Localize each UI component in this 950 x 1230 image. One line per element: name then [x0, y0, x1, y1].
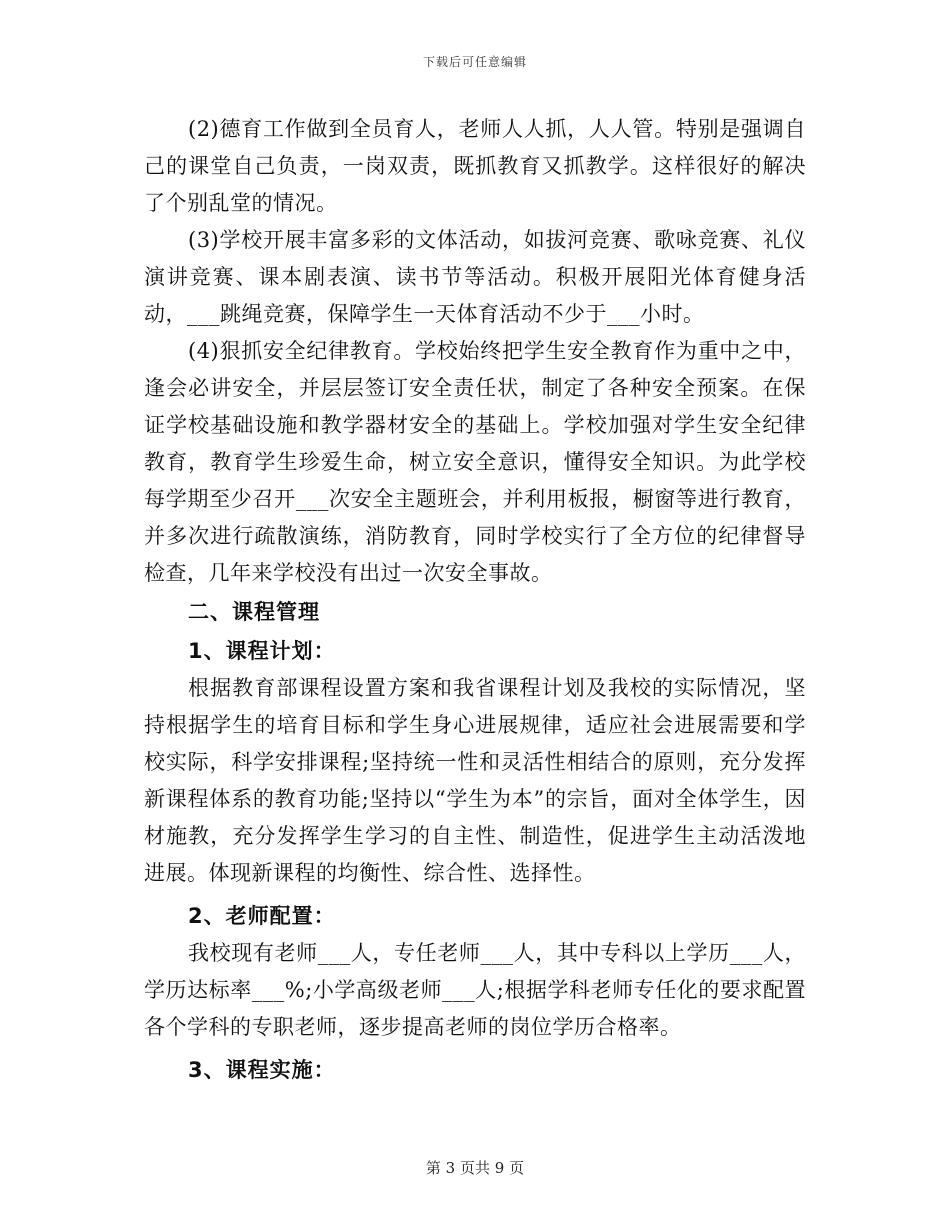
paragraph-safety: (4)狠抓安全纪律教育。学校始终把学生安全教育作为重中之中，逢会必讲安全，并层层签订安全责任状，制定了各种安全预案。在保证学校基础设施和教学器材安全的基础上。学校加强对学生安全纪律教育，教育学生珍爱生命，树立安全意识，懂得安全知识。为此学校每学期至少召开___次安全主题班会，并利用板报，橱窗等进行教育，并多次进行疏散演练，消防教育，同时学校实行了全方位的纪律督导检查，几年来学校没有出过一次安全事故。 [144, 339, 806, 585]
heading-course-plan: 1、课程计划： [188, 639, 336, 663]
page-header: 下载后可任意编辑 [422, 55, 527, 69]
paragraph-teacher-allocation: 我校现有老师___人，专任老师___人，其中专科以上学历___人，学历达标率___%;小学高级老师___人;根据学科老师专任化的要求配置各个学科的专职老师，逐步提高老师的岗位学历合格率。 [144, 941, 806, 1039]
document-body [144, 111, 806, 1089]
paragraph-moral-education: (2)德育工作做到全员育人，老师人人抓，人人管。特别是强调自己的课堂自己负责，一岗双责，既抓教育又抓教学。这样很好的解决了个别乱堂的情况。 [144, 117, 806, 215]
page-number: 第 3 页共 9 页 [425, 1159, 525, 1177]
heading-teacher-allocation: 2、老师配置： [188, 904, 336, 928]
paragraph-activities: (3)学校开展丰富多彩的文体活动，如拔河竞赛、歌咏竞赛、礼仪演讲竞赛、课本剧表演、读书节等活动。积极开展阳光体育健身活动，___跳绳竞赛，保障学生一天体育活动不少于___小时。 [144, 228, 806, 326]
heading-course-management: 二、课程管理 [188, 600, 320, 624]
heading-course-implementation: 3、课程实施： [188, 1058, 336, 1082]
paragraph-course-plan: 根据教育部课程设置方案和我省课程计划及我校的实际情况，坚持根据学生的培育目标和学生身心进展规律，适应社会进展需要和学校实际，科学安排课程;坚持统一性和灵活性相结合的原则，充分发挥新课程体系的教育功能;坚持以“学生为本”的宗旨，面对全体学生，因材施教，充分发挥学生学习的自主性、制造性，促进学生主动活泼地进展。体现新课程的均衡性、综合性、选择性。 [144, 676, 806, 885]
